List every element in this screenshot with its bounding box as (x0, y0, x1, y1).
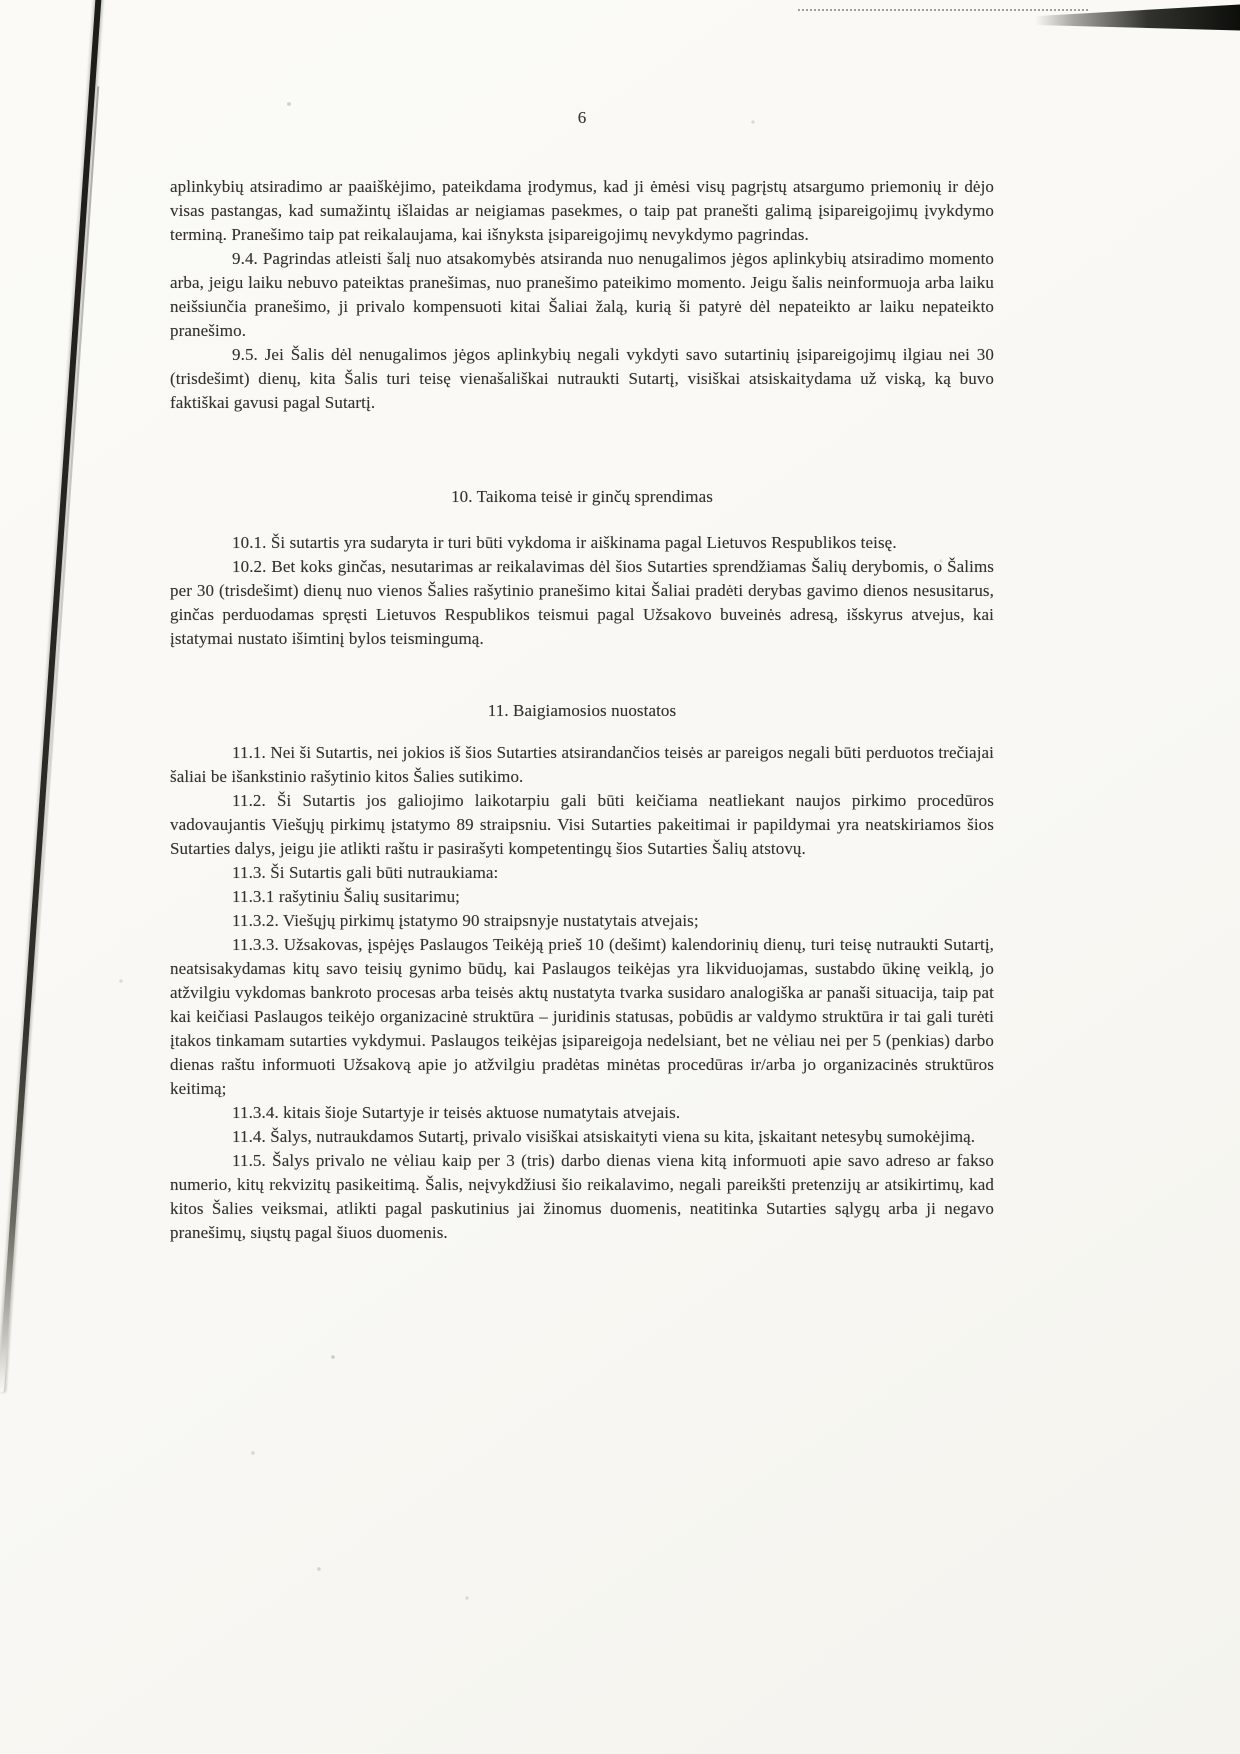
scan-noise-specks (0, 0, 2, 2)
scan-artifact-dotted-line (798, 9, 1088, 11)
document-body (170, 175, 994, 1245)
clause-11-3-3: 11.3.3. Užsakovas, įspėjęs Paslaugos Teikėją prieš 10 (dešimt) kalendorinių dienų, turi teisę nutraukti Sutartį, neatsisakydamas kitų savo teisių gynimo būdų, kai Paslaugos teikėjas yra likviduojamas, sustabdo ūkinę veiklą, jo atžvilgiu vykdomas bankroto procesas arba teisės aktų nustatyta tvarka susidaro analogiška ar panaši situacija, taip pat kai keičiasi Paslaugos teikėjo organizacinė struktūra – juridinis statusas, pobūdis ar valdymo struktūra ir tai gali turėti įtakos tinkamam sutarties vykdymui. Paslaugos teikėjas įsipareigoja nedelsiant, bet ne vėliau nei per 5 (penkias) darbo dienas raštu informuoti Užsakovą apie jo atžvilgiu pradėtas minėtas procedūras ir/arba jo organizacinės struktūros keitimą; (170, 935, 994, 1098)
clause-11-5: 11.5. Šalys privalo ne vėliau kaip per 3 (tris) darbo dienas viena kitą informuoti apie savo adreso ar fakso numerio, kitų rekvizitų pasikeitimą. Šalis, neįvykdžiusi šio reikalavimo, negali pareikšti pretenzijų ar atsikirtimų, kad kitos Šalies veiksmai, atlikti pagal paskutinius jai žinomus duomenis, neatitinka Sutarties sąlygų arba ji negavo pranešimų, siųstų pagal šiuos duomenis. (170, 1151, 994, 1242)
clause-11-3-4: 11.3.4. kitais šioje Sutartyje ir teisės aktuose numatytais atvejais. (232, 1103, 681, 1122)
clause-9-4: 9.4. Pagrindas atleisti šalį nuo atsakomybės atsiranda nuo nenugalimos jėgos aplinkybių atsiradimo momento arba, jeigu laiku nebuvo pateiktas pranešimas, nuo pranešimo pateikimo momento. Jeigu šalis neinformuoja arba laiku neišsiunčia pranešimo, ji privalo kompensuoti kitai Šaliai žalą, kurią ši patyrė dėl nepateikto ar laiku nepateikto pranešimo. (170, 249, 994, 340)
clause-11-3-1: 11.3.1 rašytiniu Šalių susitarimu; (232, 887, 461, 906)
clause-11-4: 11.4. Šalys, nutraukdamos Sutartį, privalo visiškai atsiskaityti viena su kita, įskaitant netesybų sumokėjimą. (232, 1127, 976, 1146)
section-11-heading: 11. Baigiamosios nuostatos (487, 701, 677, 720)
clause-11-3: 11.3. Ši Sutartis gali būti nutraukiama: (232, 863, 499, 882)
clause-9-5: 9.5. Jei Šalis dėl nenugalimos jėgos aplinkybių negali vykdyti savo sutartinių įsipareigojimų ilgiau nei 30 (trisdešimt) dienų, kita Šalis turi teisę vienašališkai nutraukti Sutartį, visiškai atsiskaitydama už viską, ką buvo faktiškai gavusi pagal Sutartį. (170, 345, 994, 412)
clause-10-2: 10.2. Bet koks ginčas, nesutarimas ar reikalavimas dėl šios Sutarties sprendžiamas Šalių derybomis, o Šalims per 30 (trisdešimt) dienų nuo vienos Šalies rašytinio pranešimo kitai Šaliai pradėti derybas gavimo dienos nesusitarus, ginčas perduodamas spręsti Lietuvos Respublikos teismui pagal Užsakovo buveinės adresą, išskyrus atvejus, kai įstatymai nustato išimtinį bylos teismingumą. (170, 557, 994, 648)
section-10-heading: 10. Taikoma teisė ir ginčų sprendimas (451, 487, 713, 506)
clause-11-2: 11.2. Ši Sutartis jos galiojimo laikotarpiu gali būti keičiama neatliekant naujos pirkimo procedūros vadovaujantis Viešųjų pirkimų įstatymo 89 straipsniu. Visi Sutarties pakeitimai ir papildymai yra neatskiriamos šios Sutarties dalys, jeigu jie atlikti raštu ir pasirašyti kompetentingų šios Sutarties Šalių atstovų. (170, 791, 994, 858)
paragraph-continuation: aplinkybių atsiradimo ar paaiškėjimo, pateikdama įrodymus, kad ji ėmėsi visų pagrįstų atsargumo priemonių ir dėjo visas pastangas, kad sumažintų išlaidas ar neigiamas pasekmes, o taip pat pranešti galimą įsipareigojimų įvykdymo terminą. Pranešimo taip pat reikalaujama, kai išnyksta įsipareigojimų nevykdymo pagrindas. (170, 177, 994, 244)
scan-artifact-left-streak (0, 0, 103, 1393)
clause-11-3-2: 11.3.2. Viešųjų pirkimų įstatymo 90 straipsnyje nustatytais atvejais; (232, 911, 699, 930)
clause-10-1: 10.1. Ši sutartis yra sudaryta ir turi būti vykdoma ir aiškinama pagal Lietuvos Respublikos teisę. (232, 533, 897, 552)
clause-11-1: 11.1. Nei ši Sutartis, nei jokios iš šios Sutarties atsirandančios teisės ar pareigos negali būti perduotos trečiajai šaliai be išankstinio rašytinio kitos Šalies sutikimo. (170, 743, 994, 786)
page-number: 6 (577, 108, 587, 127)
